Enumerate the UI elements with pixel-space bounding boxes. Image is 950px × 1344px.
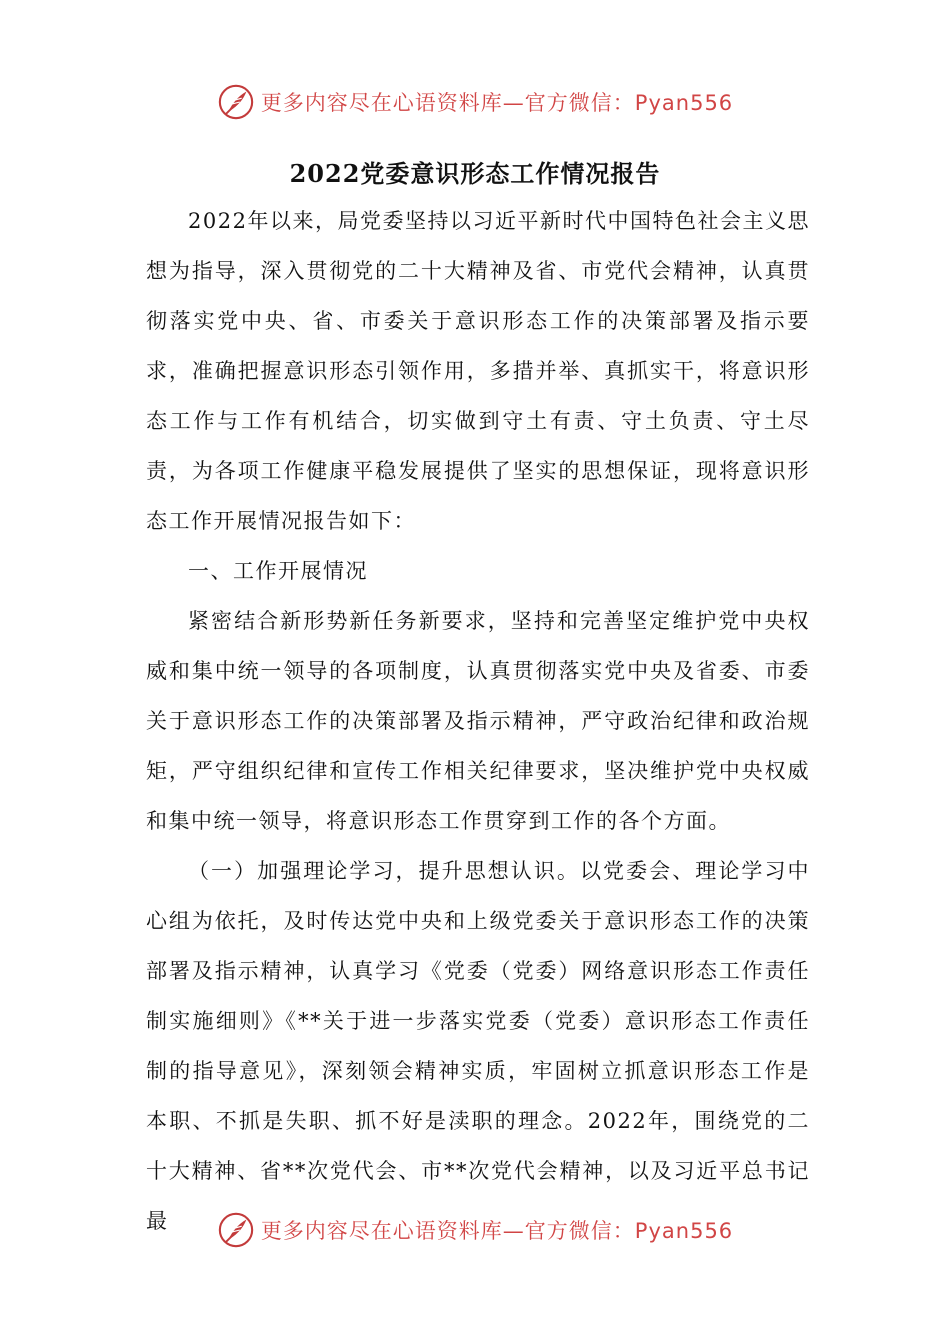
header-banner-text: 更多内容尽在心语资料库—官方微信：Pyan556 (260, 91, 734, 115)
footer-banner (0, 1208, 950, 1252)
section-heading-1: 一、工作开展情况 (188, 559, 368, 583)
document-title: 2022党委意识形态工作情况报告 (289, 159, 661, 188)
feather-quill-logo-icon (217, 83, 255, 121)
feather-quill-logo-icon (217, 1211, 255, 1249)
footer-banner-text: 更多内容尽在心语资料库—官方微信：Pyan556 (260, 1219, 734, 1243)
document-body (146, 196, 810, 1246)
subsection-1-paragraph: （一）加强理论学习，提升思想认识。以党委会、理论学习中心组为依托，及时传达党中央和上级党委关于意识形态工作的决策部署及指示精神，认真学习《党委（党委）网络意识形态工作责任制实施细则》《**关于进一步落实党委（党委）意识形态工作责任制的指导意见》，深刻领会精神实质，牢固树立抓意识形态工作是本职、不抓是失职、抓不好是渎职的理念。2022年，围绕党的二十大精神、省**次党代会、市**次党代会精神，以及习近平总书记最 (146, 859, 810, 1233)
header-banner (0, 80, 950, 124)
intro-paragraph: 2022年以来，局党委坚持以习近平新时代中国特色社会主义思想为指导，深入贯彻党的二十大精神及省、市党代会精神，认真贯彻落实党中央、省、市委关于意识形态工作的决策部署及指示要求，准确把握意识形态引领作用，多措并举、真抓实干，将意识形态工作与工作有机结合，切实做到守土有责、守土负责、守土尽责，为各项工作健康平稳发展提供了坚实的思想保证，现将意识形态工作开展情况报告如下： (146, 209, 810, 533)
section-1-paragraph: 紧密结合新形势新任务新要求，坚持和完善坚定维护党中央权威和集中统一领导的各项制度，认真贯彻落实党中央及省委、市委关于意识形态工作的决策部署及指示精神，严守政治纪律和政治规矩，严守组织纪律和宣传工作相关纪律要求，坚决维护党中央权威和集中统一领导，将意识形态工作贯穿到工作的各个方面。 (146, 609, 810, 833)
